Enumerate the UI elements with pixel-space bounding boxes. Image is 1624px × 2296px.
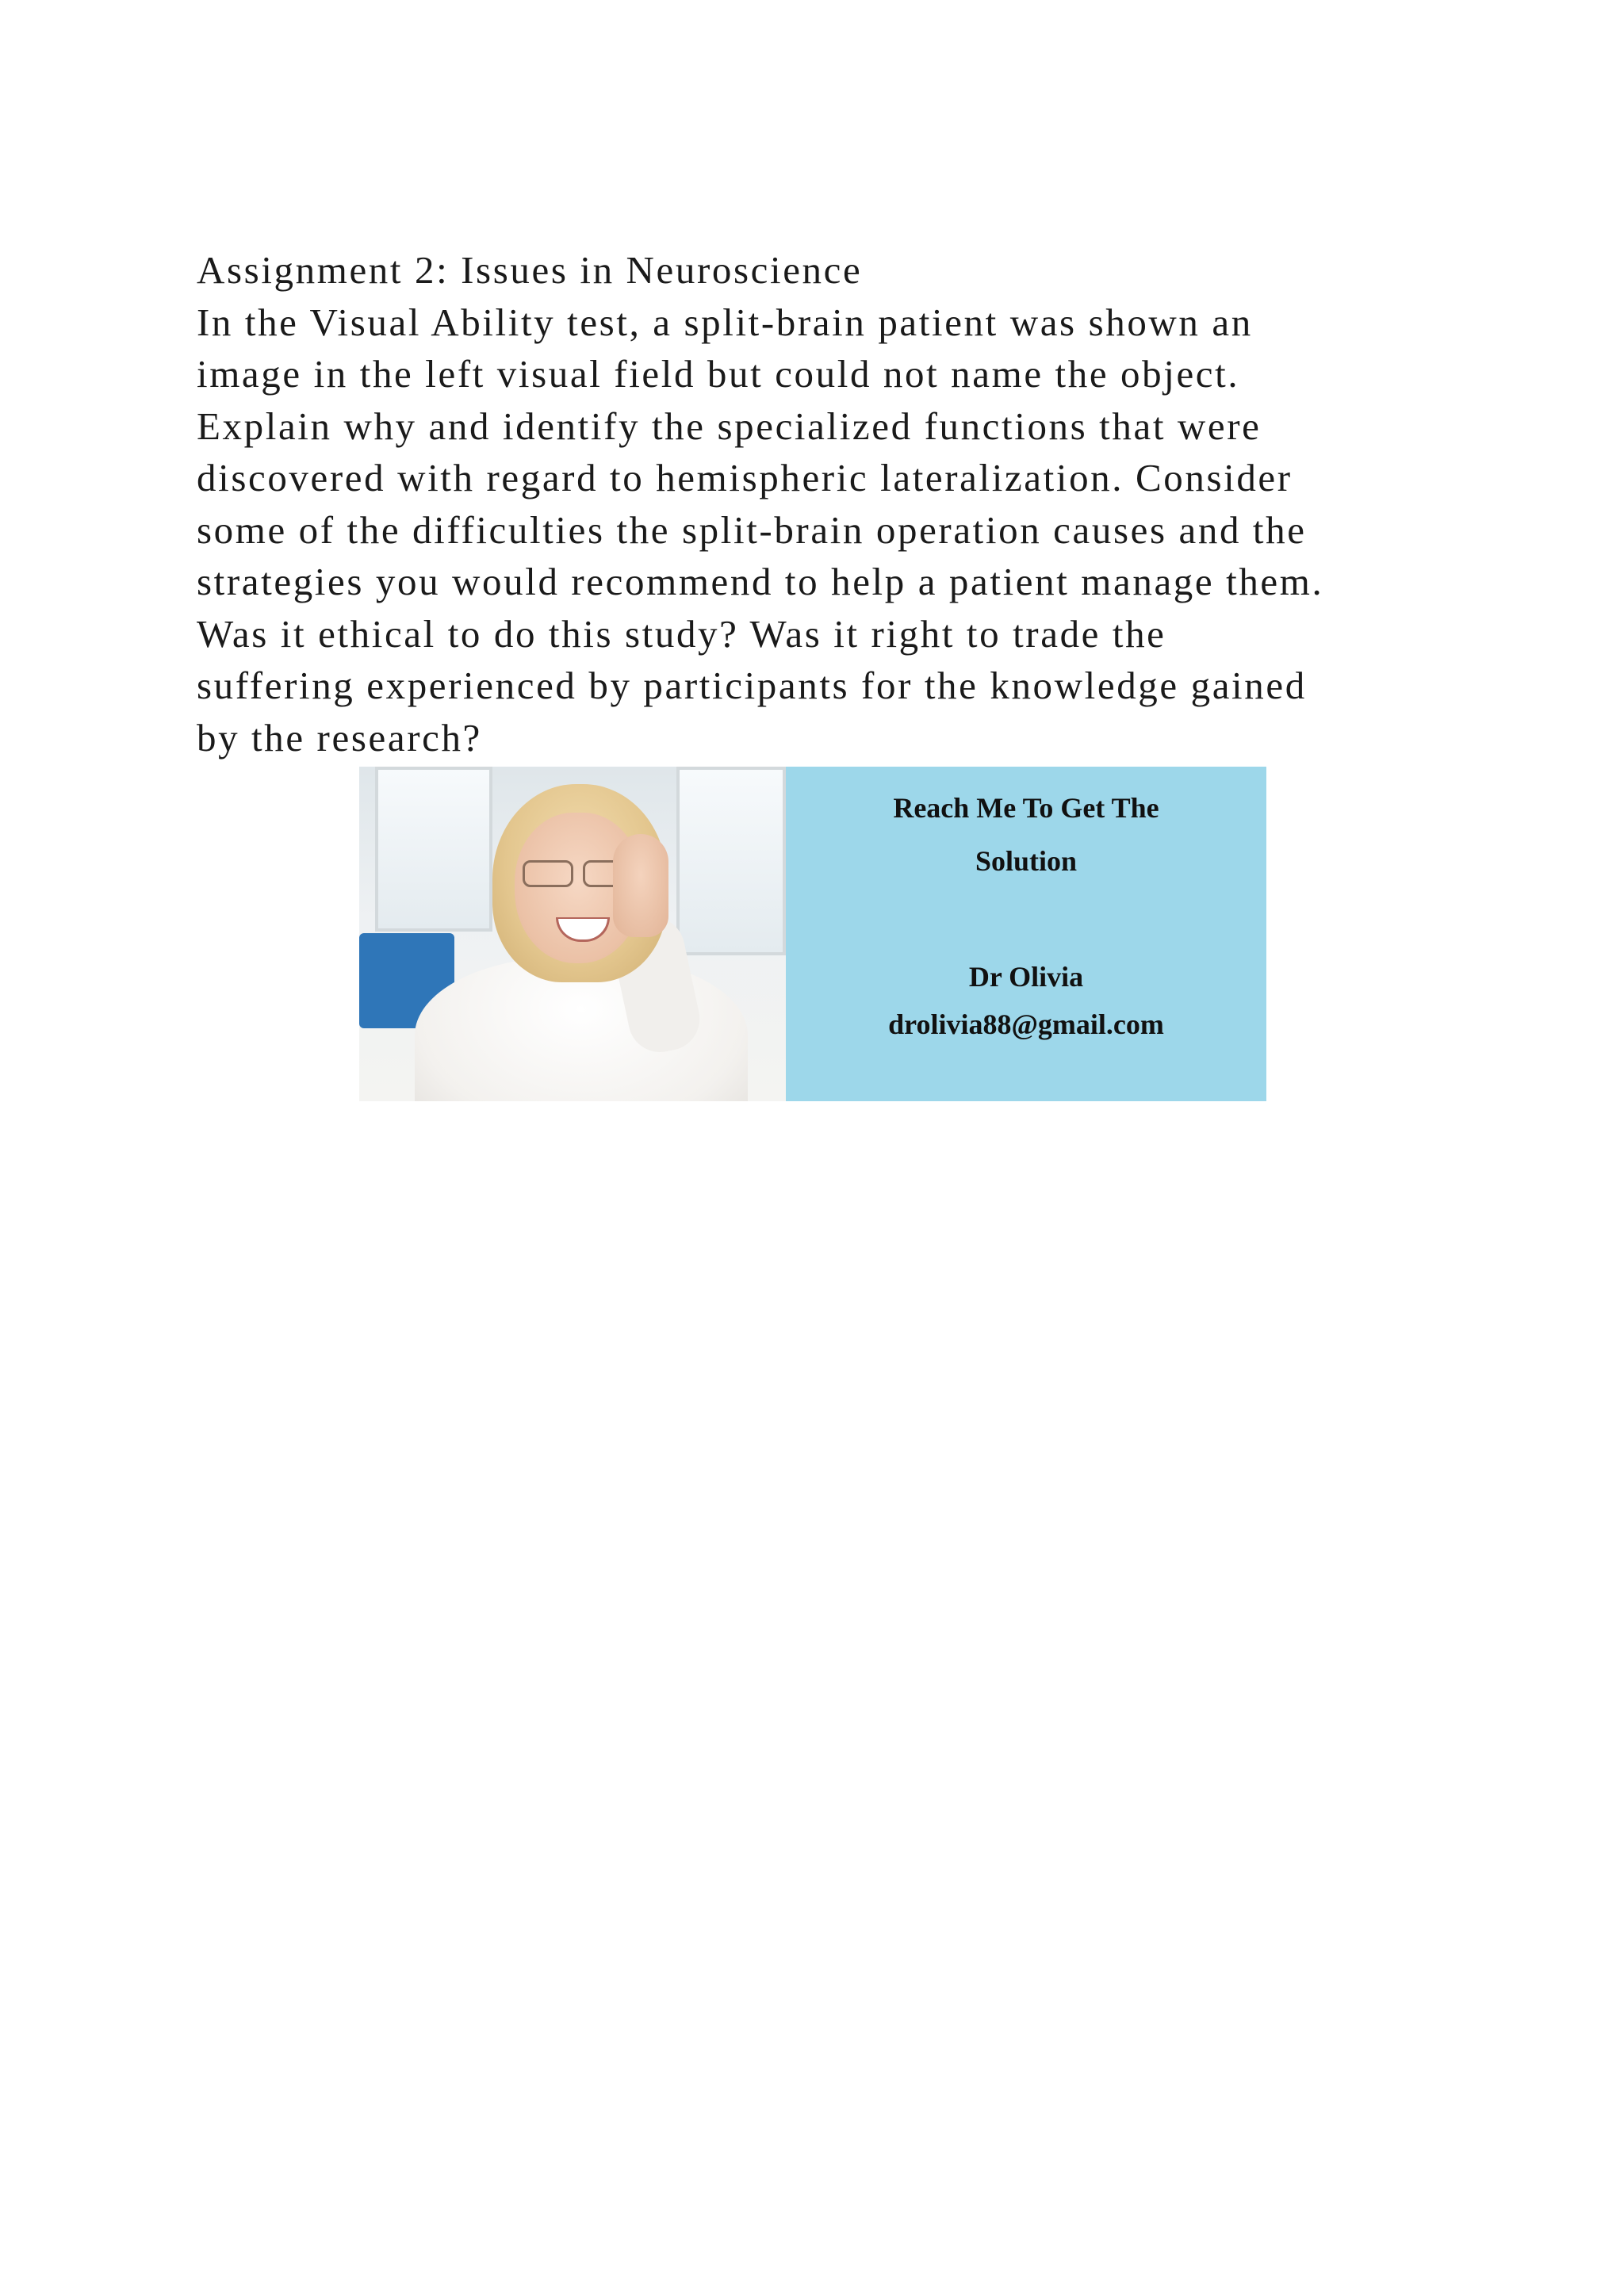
contact-name: Dr Olivia — [968, 961, 1084, 993]
paragraph-line: by the research? — [197, 715, 482, 760]
paragraph-line: suffering experienced by participants for the knowledge gained — [197, 664, 1307, 707]
banner-heading-line2: Solution — [975, 845, 1078, 877]
banner-heading: Reach Me To Get The — [893, 792, 1159, 824]
assignment-text — [197, 244, 1481, 763]
paragraph-line: Explain why and identify the specialized functions that were — [197, 404, 1262, 448]
paragraph-line: Was it ethical to do this study? Was it right to trade the — [197, 611, 1166, 656]
paragraph-line: image in the left visual field but could not name the object. — [197, 352, 1240, 396]
assignment-title: Assignment 2: Issues in Neuroscience — [197, 248, 863, 292]
paragraph-line: discovered with regard to hemispheric lateralization. Consider — [197, 456, 1293, 499]
contact-info-panel — [786, 767, 1266, 1101]
paragraph-line: some of the difficulties the split-brain operation causes and the — [197, 507, 1307, 552]
woman-photo — [359, 767, 786, 1101]
paragraph-line: In the Visual Ability test, a split-brain patient was shown an — [197, 300, 1253, 344]
window-pane — [676, 767, 786, 955]
hand — [613, 834, 668, 937]
window-pane — [375, 767, 492, 932]
contact-email-link[interactable]: drolivia88@gmail.com — [888, 1008, 1164, 1040]
contact-banner — [359, 767, 1266, 1101]
paragraph-line: strategies you would recommend to help a patient manage them. — [197, 560, 1324, 603]
